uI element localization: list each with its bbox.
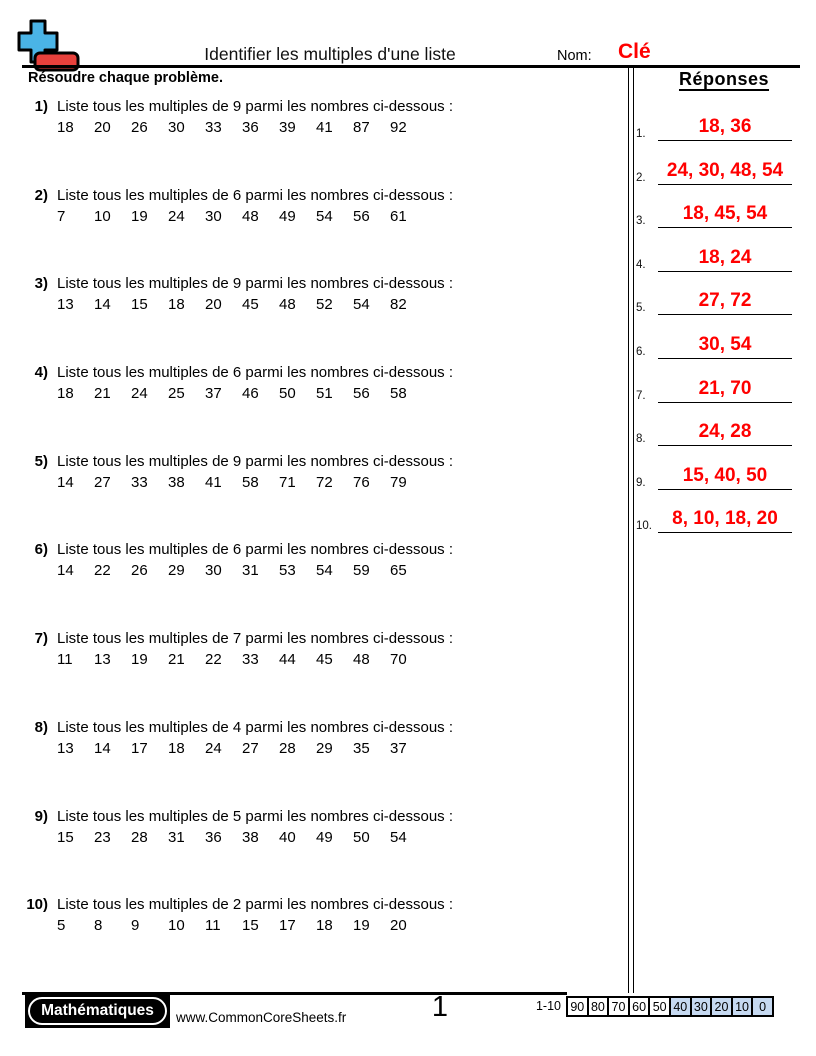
list-number: 49 (279, 207, 296, 225)
answer-value: 30, 54 (698, 334, 752, 356)
problem-body (57, 274, 453, 363)
list-number: 20 (205, 296, 222, 314)
list-number: 48 (279, 296, 296, 314)
problem-number: 2) (34, 186, 48, 204)
list-number: 26 (131, 562, 148, 580)
problem-item (0, 97, 610, 186)
answer-row (636, 228, 792, 272)
list-number: 38 (168, 473, 185, 491)
list-number: 27 (94, 473, 111, 491)
list-number: 20 (390, 917, 407, 935)
answer-number: 5. (636, 302, 646, 315)
column-divider (628, 68, 634, 993)
list-number: 65 (390, 562, 407, 580)
list-number: 17 (279, 917, 296, 935)
list-number: 14 (94, 296, 111, 314)
problem-question: Liste tous les multiples de 7 parmi les nombres ci-dessous : (57, 630, 454, 648)
list-number: 45 (316, 651, 333, 669)
problem-body (57, 363, 453, 452)
answer-number: 3. (636, 215, 646, 228)
list-number: 9 (131, 917, 140, 935)
score-cell: 70 (607, 996, 630, 1017)
list-number: 82 (390, 296, 407, 314)
list-number: 59 (353, 562, 370, 580)
list-number: 21 (168, 651, 185, 669)
list-number: 18 (168, 296, 185, 314)
problem-number-list (57, 207, 453, 227)
score-table (566, 996, 774, 1017)
list-number: 18 (57, 119, 74, 136)
list-number: 46 (242, 385, 259, 403)
problem-number: 5) (34, 452, 48, 470)
answer-value: 15, 40, 50 (682, 464, 768, 486)
list-number: 37 (390, 739, 407, 757)
list-number: 19 (353, 917, 370, 935)
list-number: 36 (205, 828, 222, 846)
list-number: 79 (390, 473, 407, 491)
list-number: 48 (242, 207, 259, 225)
answer-row (636, 315, 792, 359)
subject-badge (25, 994, 170, 1028)
list-number: 15 (57, 828, 74, 846)
answer-value: 18, 45, 54 (682, 203, 768, 225)
page-title: Identifier les multiples d'une liste (204, 44, 456, 64)
list-number: 22 (94, 562, 111, 580)
list-number: 14 (57, 473, 74, 491)
instruction: Résoudre chaque problème. (28, 70, 223, 86)
list-number: 72 (316, 473, 333, 491)
problem-body (57, 540, 453, 629)
list-number: 24 (131, 385, 148, 403)
problem-number-list (57, 118, 453, 138)
list-number: 33 (205, 119, 222, 136)
list-number: 92 (390, 119, 407, 136)
list-number: 54 (316, 562, 333, 580)
answer-number: 2. (636, 171, 646, 184)
name-value: Clé (618, 40, 651, 63)
list-number: 37 (205, 385, 222, 403)
problem-item (0, 274, 610, 363)
answer-row (636, 141, 792, 185)
problem-item (0, 540, 610, 629)
list-number: 30 (205, 207, 222, 225)
score-cell: 10 (731, 996, 754, 1017)
problem-question: Liste tous les multiples de 4 parmi les nombres ci-dessous : (57, 718, 454, 736)
list-number: 41 (316, 119, 333, 136)
list-number: 5 (57, 917, 66, 935)
problem-body (57, 629, 453, 718)
answer-row (636, 272, 792, 316)
page-number: 1 (431, 991, 449, 1023)
answer-value: 27, 72 (698, 290, 752, 312)
list-number: 56 (353, 207, 370, 225)
problem-number-list (57, 473, 453, 493)
problem-item (0, 895, 610, 984)
list-number: 10 (168, 917, 185, 935)
list-number: 18 (57, 385, 74, 403)
list-number: 18 (316, 917, 333, 935)
answers-header: Réponses (678, 69, 770, 89)
problem-number: 6) (34, 541, 48, 559)
list-number: 29 (168, 562, 185, 580)
answer-number: 7. (636, 389, 646, 402)
problem-number: 8) (34, 718, 48, 736)
problem-number-list (57, 650, 453, 670)
problem-number-list (57, 739, 453, 759)
problem-number-list (57, 384, 453, 404)
problem-number-list (57, 561, 453, 581)
list-number: 58 (242, 473, 259, 491)
list-number: 13 (94, 651, 111, 669)
website-url: www.CommonCoreSheets.fr (176, 1010, 347, 1025)
problem-body (57, 452, 453, 541)
list-number: 14 (94, 739, 111, 757)
list-number: 8 (94, 917, 103, 935)
list-number: 7 (57, 207, 66, 225)
answer-row (636, 185, 792, 229)
answer-value: 24, 30, 48, 54 (666, 159, 784, 181)
answer-value: 8, 10, 18, 20 (672, 508, 778, 530)
problem-question: Liste tous les multiples de 9 parmi les nombres ci-dessous : (57, 452, 454, 470)
problem-number: 7) (34, 630, 48, 648)
list-number: 50 (279, 385, 296, 403)
list-number: 33 (131, 473, 148, 491)
list-number: 38 (242, 828, 259, 846)
list-number: 61 (390, 207, 407, 225)
list-number: 18 (168, 739, 185, 757)
answer-value: 18, 36 (698, 116, 752, 138)
list-number: 54 (353, 296, 370, 314)
answer-row (636, 490, 792, 534)
list-number: 25 (168, 385, 185, 403)
problem-question: Liste tous les multiples de 6 parmi les nombres ci-dessous : (57, 541, 454, 559)
list-number: 45 (242, 296, 259, 314)
problem-item (0, 718, 610, 807)
problem-item (0, 629, 610, 718)
answer-number: 6. (636, 346, 646, 359)
list-number: 50 (353, 828, 370, 846)
answer-value: 18, 24 (698, 246, 752, 268)
problem-item (0, 186, 610, 275)
problem-question: Liste tous les multiples de 5 parmi les nombres ci-dessous : (57, 807, 454, 825)
list-number: 58 (390, 385, 407, 403)
answer-number: 1. (636, 128, 646, 141)
list-number: 28 (279, 739, 296, 757)
list-number: 15 (131, 296, 148, 314)
list-number: 10 (94, 207, 111, 225)
problem-number: 9) (34, 807, 48, 825)
list-number: 29 (316, 739, 333, 757)
score-cell: 0 (751, 996, 774, 1017)
problem-body (57, 895, 453, 984)
list-number: 26 (131, 119, 148, 136)
list-number: 11 (205, 917, 221, 935)
list-number: 53 (279, 562, 296, 580)
list-number: 49 (316, 828, 333, 846)
list-number: 56 (353, 385, 370, 403)
answer-number: 10. (636, 520, 652, 533)
problem-number-list (57, 828, 453, 848)
list-number: 33 (242, 651, 259, 669)
problem-number: 10) (26, 896, 48, 914)
answer-row (636, 98, 792, 142)
score-range-label: 1-10 (535, 999, 561, 1013)
problem-item (0, 452, 610, 541)
answer-value: 24, 28 (698, 421, 752, 443)
problem-question: Liste tous les multiples de 9 parmi les nombres ci-dessous : (57, 98, 454, 115)
list-number: 15 (242, 917, 259, 935)
list-number: 48 (353, 651, 370, 669)
list-number: 41 (205, 473, 222, 491)
list-number: 87 (353, 119, 370, 136)
list-number: 76 (353, 473, 370, 491)
list-number: 54 (390, 828, 407, 846)
list-number: 21 (94, 385, 111, 403)
score-cell: 80 (587, 996, 610, 1017)
score-cell: 60 (628, 996, 651, 1017)
score-cell: 50 (648, 996, 671, 1017)
score-cell: 30 (690, 996, 713, 1017)
list-number: 24 (168, 207, 185, 225)
problems-list (0, 97, 610, 984)
list-number: 44 (279, 651, 296, 669)
problem-number: 3) (34, 275, 48, 293)
score-cell: 40 (669, 996, 692, 1017)
list-number: 14 (57, 562, 74, 580)
problem-number: 1) (34, 98, 48, 115)
answer-number: 4. (636, 258, 646, 271)
problem-number-list (57, 295, 453, 315)
answers-list (636, 98, 792, 534)
list-number: 22 (205, 651, 222, 669)
problem-number-list (57, 916, 453, 936)
list-number: 20 (94, 119, 111, 136)
list-number: 30 (205, 562, 222, 580)
list-number: 40 (279, 828, 296, 846)
list-number: 23 (94, 828, 111, 846)
answer-number: 8. (636, 433, 646, 446)
list-number: 28 (131, 828, 148, 846)
answer-row (636, 359, 792, 403)
problem-question: Liste tous les multiples de 2 parmi les nombres ci-dessous : (57, 896, 454, 914)
answer-line (658, 532, 792, 533)
list-number: 39 (279, 119, 296, 136)
problem-question: Liste tous les multiples de 6 parmi les nombres ci-dessous : (57, 186, 454, 204)
list-number: 35 (353, 739, 370, 757)
list-number: 19 (131, 207, 148, 225)
list-number: 17 (131, 739, 148, 757)
answer-row (636, 446, 792, 490)
list-number: 51 (316, 385, 333, 403)
problem-body (57, 807, 453, 896)
list-number: 27 (242, 739, 259, 757)
problem-item (0, 363, 610, 452)
list-number: 31 (168, 828, 185, 846)
list-number: 52 (316, 296, 333, 314)
problem-question: Liste tous les multiples de 6 parmi les nombres ci-dessous : (57, 364, 454, 382)
list-number: 11 (57, 651, 73, 669)
list-number: 24 (205, 739, 222, 757)
problem-body (57, 186, 453, 275)
list-number: 36 (242, 119, 259, 136)
list-number: 19 (131, 651, 148, 669)
list-number: 30 (168, 119, 185, 136)
problem-item (0, 807, 610, 896)
list-number: 31 (242, 562, 259, 580)
subject-badge-label: Mathématiques (28, 997, 167, 1025)
header-rule (22, 65, 800, 68)
list-number: 71 (279, 473, 296, 491)
score-cell: 90 (566, 996, 589, 1017)
problem-body (57, 718, 453, 807)
problem-body (57, 97, 453, 186)
problem-question: Liste tous les multiples de 9 parmi les nombres ci-dessous : (57, 275, 454, 293)
answer-number: 9. (636, 476, 646, 489)
answer-value: 21, 70 (698, 377, 752, 399)
answer-row (636, 403, 792, 447)
name-label: Nom: (557, 48, 592, 64)
list-number: 54 (316, 207, 333, 225)
score-cell: 20 (710, 996, 733, 1017)
list-number: 70 (390, 651, 407, 669)
list-number: 13 (57, 739, 74, 757)
list-number: 13 (57, 296, 74, 314)
problem-number: 4) (34, 364, 48, 382)
